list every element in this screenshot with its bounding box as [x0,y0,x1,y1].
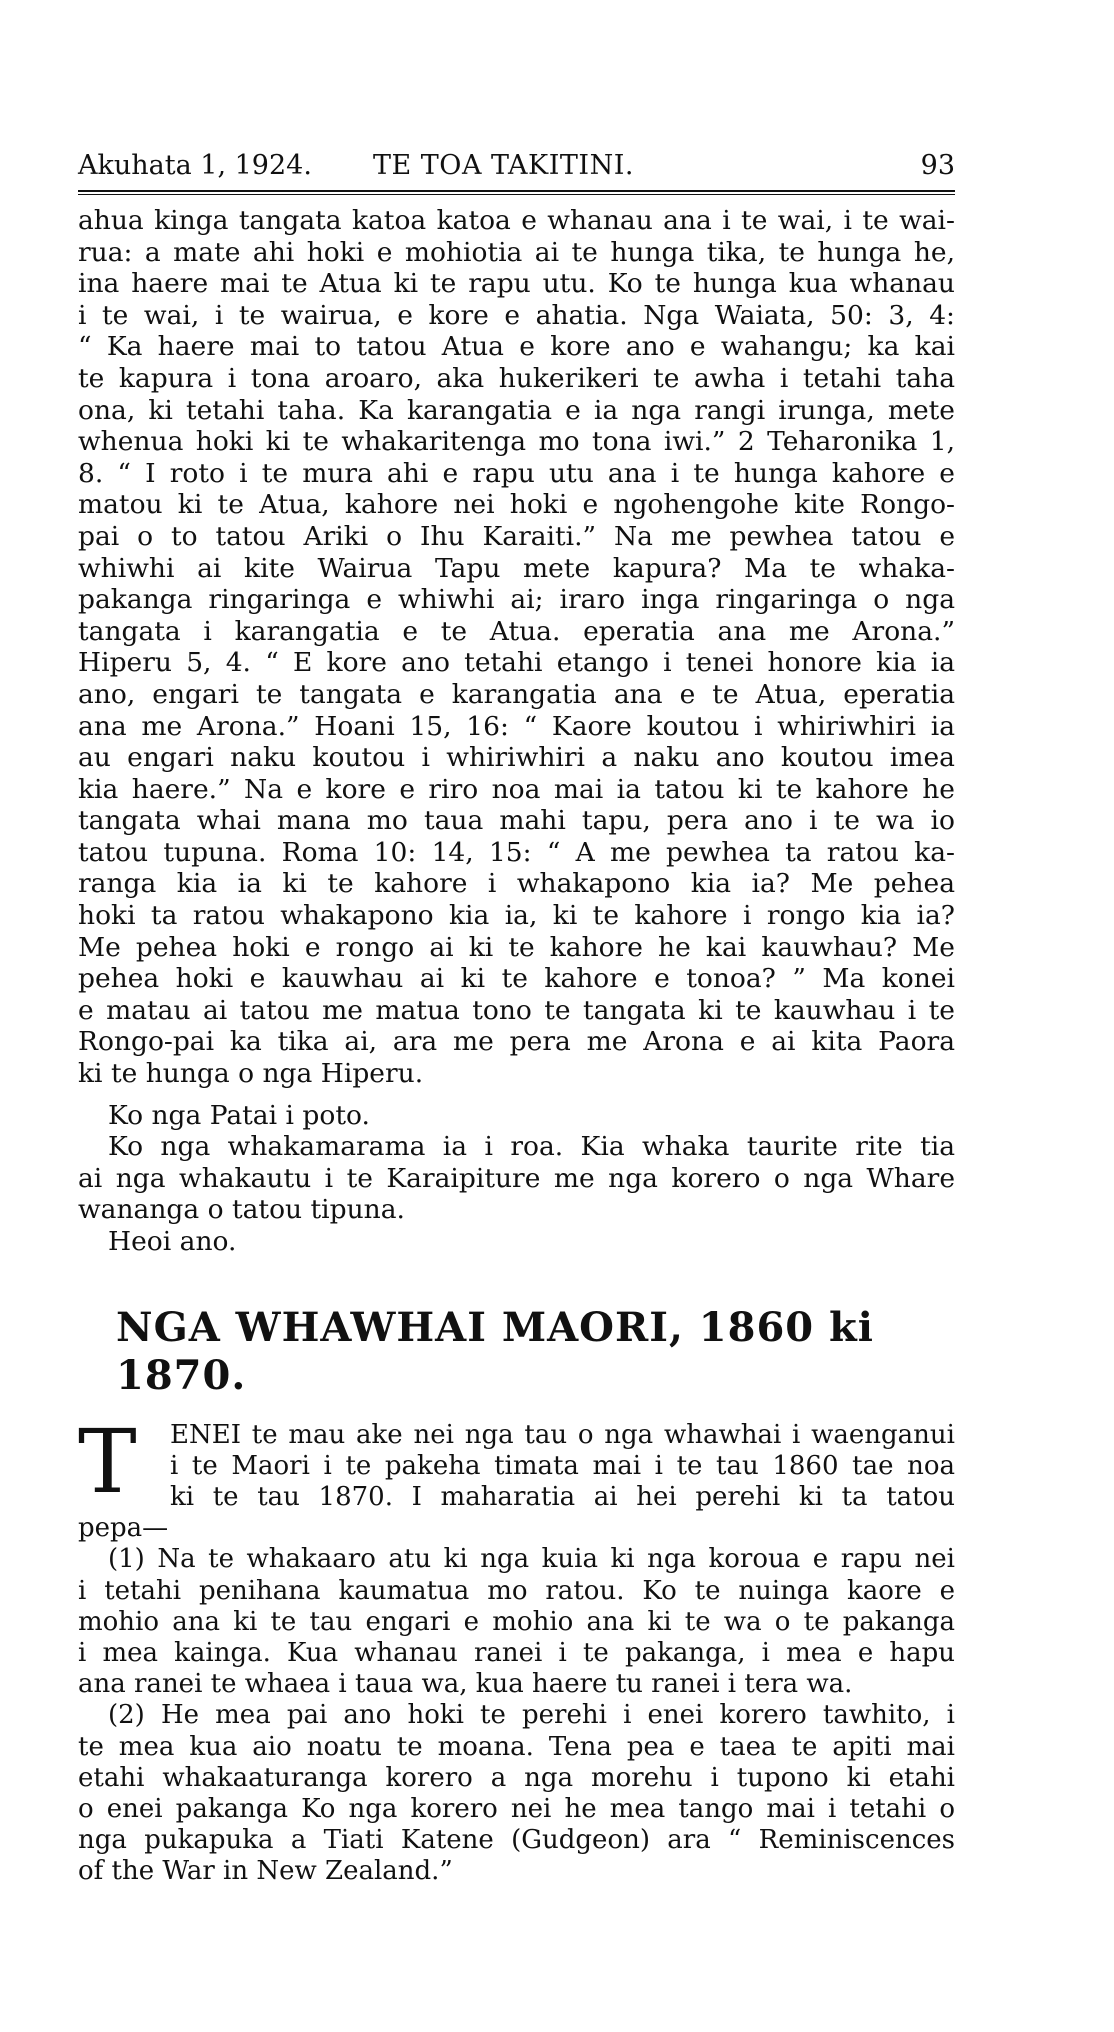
journal-title: TE TOA TAKITINI. [373,150,634,181]
paragraph-line: rua: a mate ahi hoki e mohiotia ai te hunga tika, te hunga he, [78,236,955,268]
paragraph-line: matou ki te Atua, kahore nei hoki e ngohengohe kite Rongo- [78,489,955,521]
dropcap-lines [78,1409,955,1514]
paragraph-line: te mea kua aio noatu te moana. Tena pea e taea te apiti mai [78,1731,955,1762]
paragraph-line: nga pukapuka a Tiati Katene (Gudgeon) ara “ Reminiscences [78,1825,955,1856]
paragraph-line: Me pehea hoki e rongo ai ki te kahore he kai kauwhau? Me [78,931,955,963]
paragraph-line: tatou tupuna. Roma 10: 14, 15: “ A me pewhea ta ratou ka- [78,836,955,868]
paragraph-line: ai nga whakautu i te Karaipiture me nga korero o nga Whare [78,1162,955,1194]
section-title: NGA WHAWHAI MAORI, 1860 ki 1870. [116,1303,874,1399]
drop-cap: T [78,1409,137,1513]
paragraph-line: pakanga ringaringa e whiwhi ai; iraro inga ringaringa o nga [78,584,955,616]
paragraph-line: Rongo-pai ka tika ai, ara me pera me Arona e ai kita Paora [78,1026,955,1058]
page-number: 93 [920,150,955,181]
closing-paragraphs [78,1100,955,1258]
paragraph-line: ranga kia ia ki te kahore i whakapono kia ia? Me pehea [78,868,955,900]
paragraph-line: (2) He mea pai ano hoki te perehi i enei korero tawhito, i [108,1700,955,1731]
paragraph-line: 8. “ I roto i te mura ahi e rapu utu ana i te hunga kahore e [78,457,955,489]
section-body [78,1409,955,1888]
paragraph-line: o enei pakanga Ko nga korero nei he mea tango mai i tetahi o [78,1794,955,1825]
journal-page [78,146,955,1888]
paragraph-line: i mea kainga. Kua whanau ranei i te pakanga, i mea e hapu [78,1638,955,1669]
paragraph-line: whiwhi ai kite Wairua Tapu mete kapura? Ma te whaka- [78,552,955,584]
paragraph-line: pai o to tatou Ariki o Ihu Karaiti.” Na me pewhea tatou e [78,520,955,552]
paragraph-line: etahi whakaaturanga korero a nga morehu i tupono ki etahi [78,1762,955,1793]
section-paragraphs [78,1544,955,1887]
paragraph-line: mohio ana ki te tau engari e mohio ana ki te wa o te pakanga [78,1606,955,1637]
paragraph-line: pepa— [78,1513,169,1544]
paragraph-line: i te Maori i te pakeha timata mai i te tau 1860 tae noa [170,1450,955,1481]
paragraph-line: ano, engari te tangata e karangatia ana e te Atua, eperatia [78,678,955,710]
paragraph-line: ki te tau 1870. I maharatia ai hei perehi ki ta tatou [170,1482,955,1512]
paragraph-line: e matau ai tatou me matua tono te tangata ki te kauwhau i te [78,994,955,1026]
paragraph-line: i tetahi penihana kaumatua mo ratou. Ko te nuinga kaore e [78,1575,955,1606]
paragraph-line: tangata whai mana mo taua mahi tapu, pera ano i te wa io [78,805,955,837]
paragraph-line: i te wai, i te wairua, e kore e ahatia. Nga Waiata, 50: 3, 4: [78,299,955,331]
continuation-text [78,205,955,1090]
paragraph-line: ana ranei te whaea i taua wa, kua haere tu ranei i tera wa. [78,1669,853,1700]
paragraph-line: kia haere.” Na e kore e riro noa mai ia tatou ki te kahore he [78,773,955,805]
issue-date: Akuhata 1, 1924. [78,150,312,181]
paragraph-line: te kapura i tona aroaro, aka hukerikeri te awha i tetahi taha [78,362,955,394]
opening-paragraph [78,1409,955,1514]
paragraph-line: ENEI te mau ake nei nga tau o nga whawhai i waenganui [170,1419,955,1450]
paragraph-line: Ko nga whakamarama ia i roa. Kia whaka taurite rite tia [108,1131,955,1163]
paragraph-line: ki te hunga o nga Hiperu. [78,1058,424,1090]
paragraph-line: au engari naku koutou i whiriwhiri a naku ano koutou imea [78,742,955,774]
paragraph-line: ina haere mai te Atua ki te rapu utu. Ko te hunga kua whanau [78,268,955,300]
paragraph-line: Ko nga Patai i poto. [108,1099,370,1131]
paragraph-line: of the War in New Zealand.” [78,1856,453,1887]
paragraph-line: tangata i karangatia e te Atua. eperatia ana me Arona.” [78,615,955,647]
header-rule [78,190,955,195]
paragraph-line: wananga o tatou tipuna. [78,1194,405,1226]
paragraph-line: ana me Arona.” Hoani 15, 16: “ Kaore koutou i whiriwhiri ia [78,710,955,742]
paragraph-line: Heoi ano. [108,1226,237,1257]
paragraph-line: pehea hoki e kauwhau ai ki te kahore e tonoa? ” Ma konei [78,963,955,995]
paragraph-line: Hiperu 5, 4. “ E kore ano tetahi etango i tenei honore kia ia [78,647,955,679]
paragraph-line: “ Ka haere mai to tatou Atua e kore ano e wahangu; ka kai [78,331,955,363]
running-head [78,146,955,186]
paragraph-line: whenua hoki ki te whakaritenga mo tona iwi.” 2 Teharonika 1, [78,426,955,458]
paragraph-line: (1) Na te whakaaro atu ki nga kuia ki nga koroua e rapu nei [108,1544,955,1575]
paragraph-line: hoki ta ratou whakapono kia ia, ki te kahore i rongo kia ia? [78,900,955,932]
paragraph-line: ahua kinga tangata katoa katoa e whanau ana i te wai, i te wai- [78,205,955,236]
paragraph-line: ona, ki tetahi taha. Ka karangatia e ia nga rangi irunga, mete [78,394,955,426]
